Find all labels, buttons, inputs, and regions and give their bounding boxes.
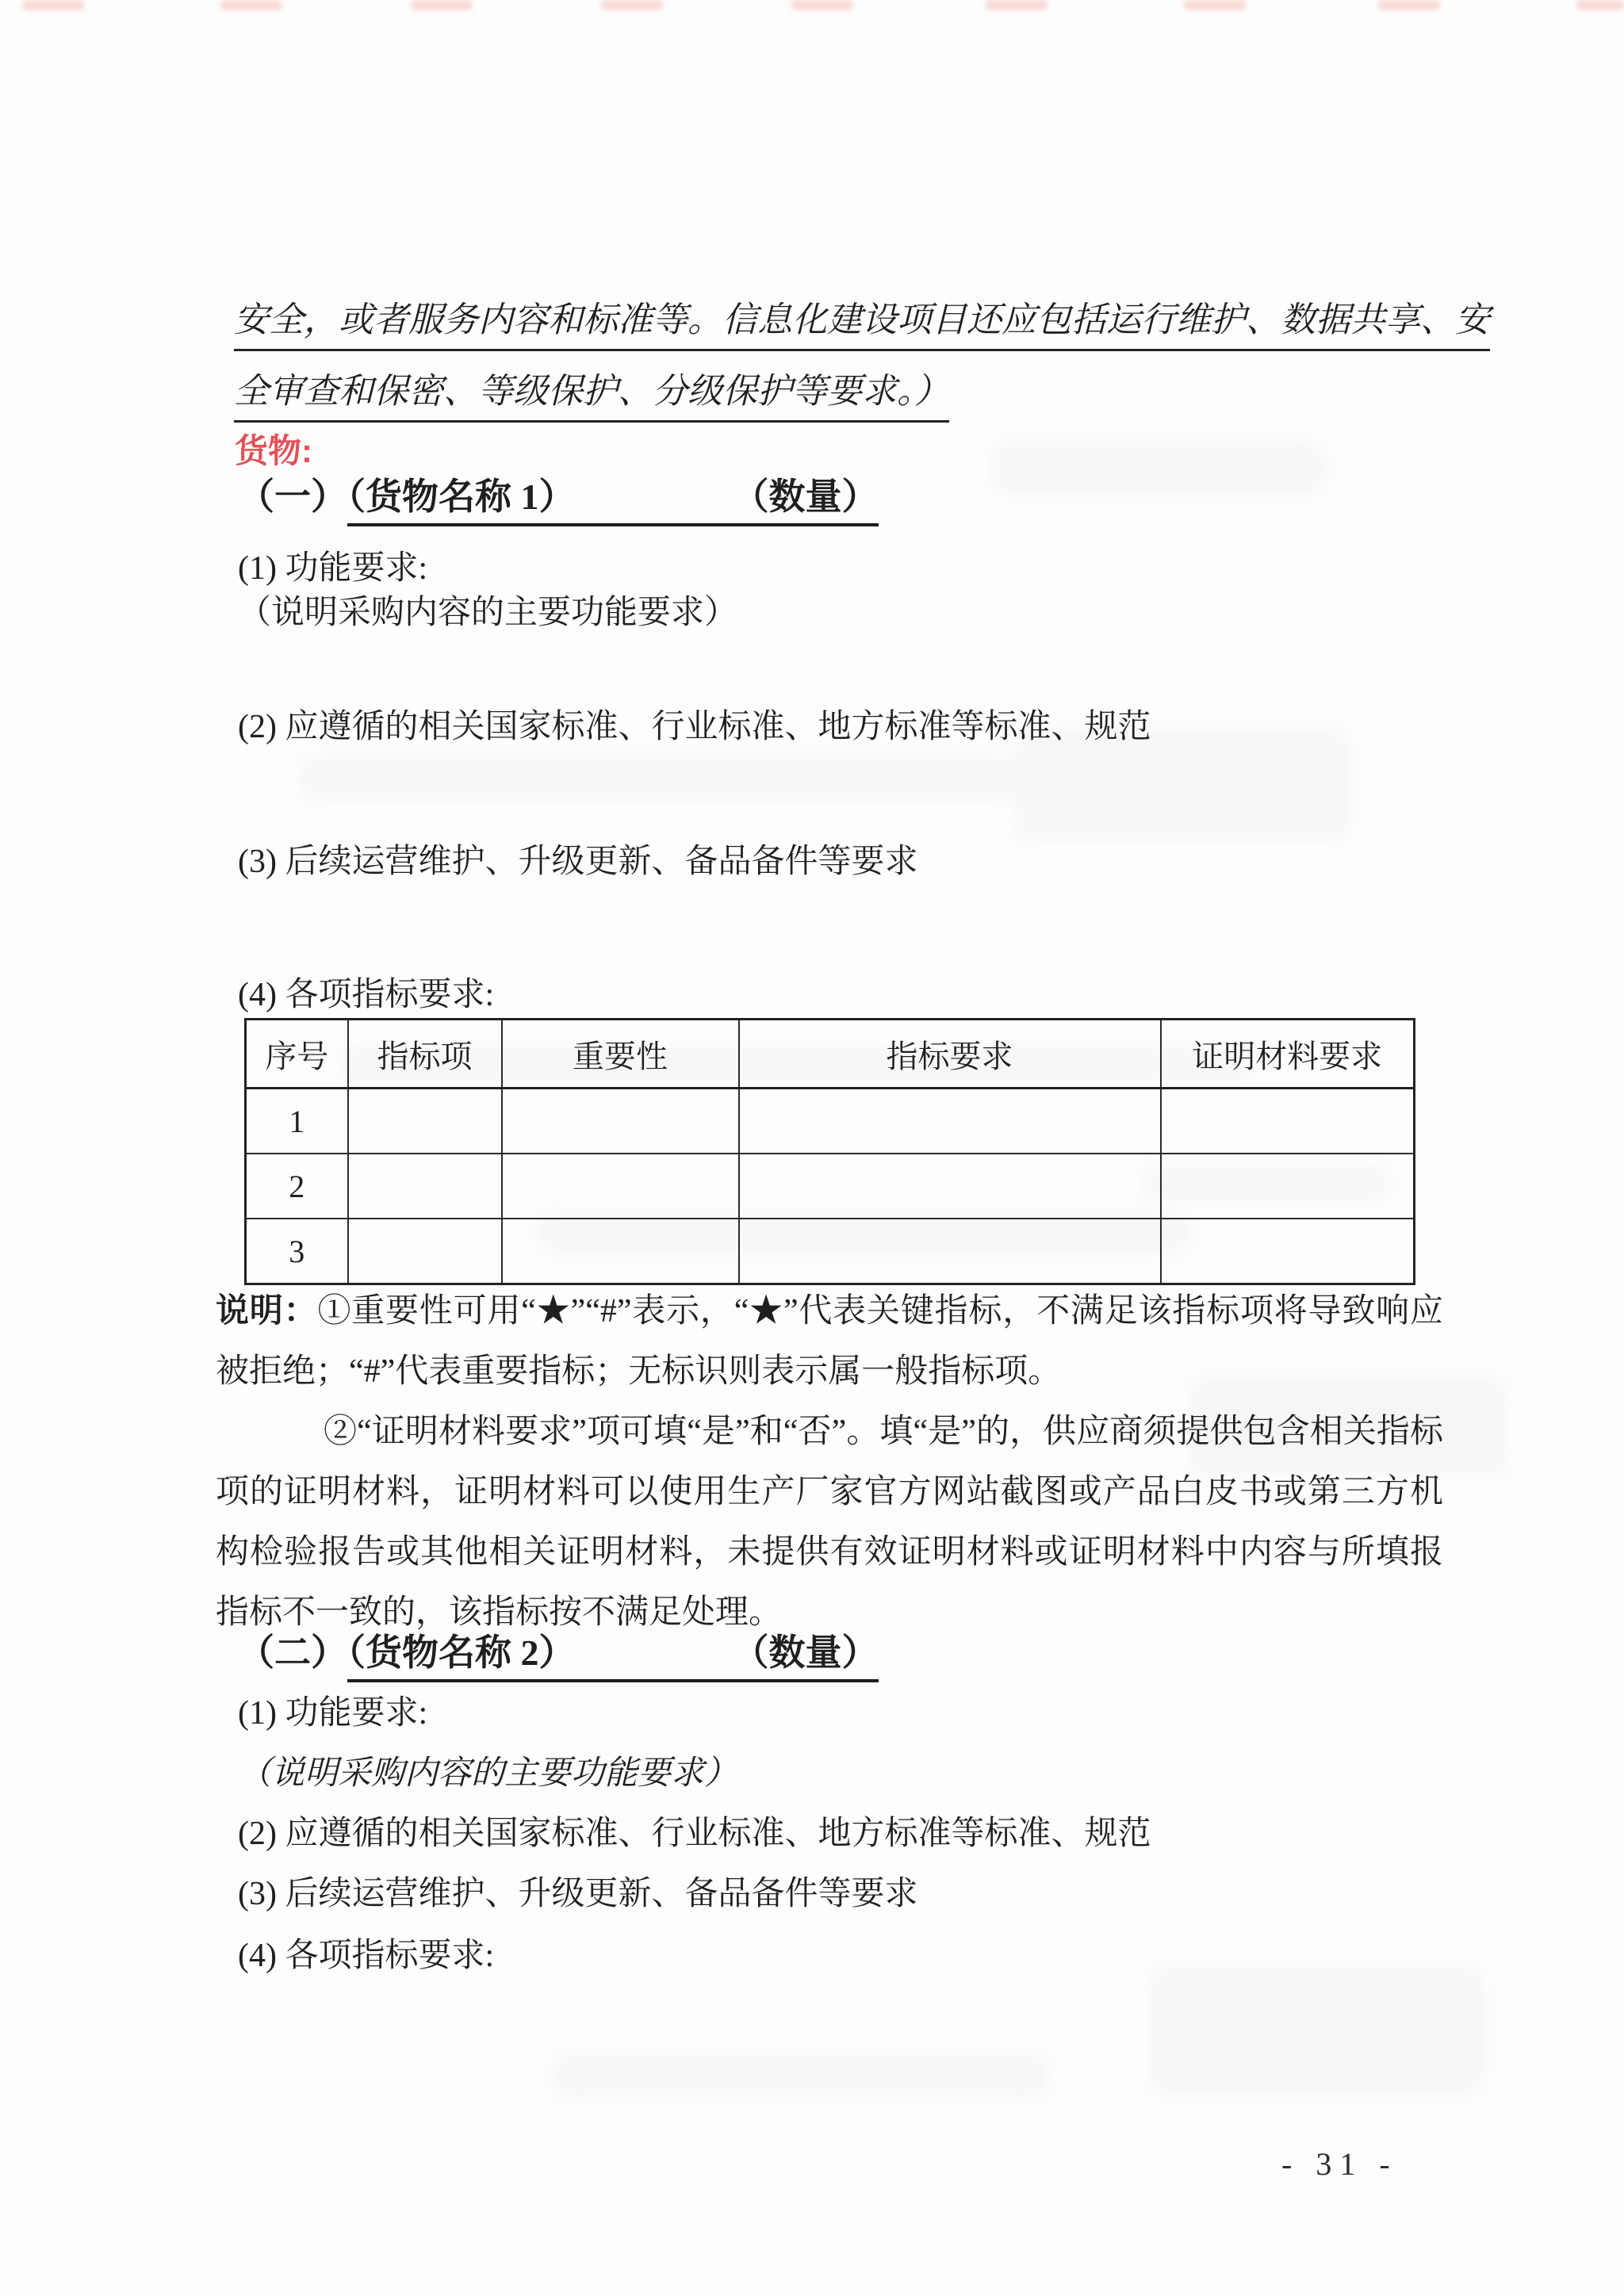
section1-heading	[238, 476, 879, 517]
scan-bleed-artifact	[991, 444, 1324, 492]
col-header-indicator: 指标项	[348, 1020, 502, 1089]
section1-quantity-placeholder: （数量）	[732, 476, 879, 517]
scan-mark	[601, 0, 663, 10]
section1-item-function: (1) 功能要求:	[238, 550, 428, 587]
row-number-cell: 3	[246, 1219, 348, 1284]
scan-mark	[220, 0, 282, 10]
scan-mark	[1184, 0, 1246, 10]
page-number: - 31 -	[1281, 2146, 1398, 2182]
empty-cell	[502, 1089, 739, 1154]
scan-mark	[1576, 0, 1624, 10]
section2-item-standards: (2) 应遵循的相关国家标准、行业标准、地方标准等标准、规范	[238, 1816, 1151, 1852]
empty-cell	[1161, 1089, 1415, 1154]
col-header-importance: 重要性	[502, 1020, 739, 1089]
empty-cell	[1161, 1219, 1415, 1284]
scan-bleed-artifact	[1015, 729, 1348, 840]
section2-function-hint: （说明采购内容的主要功能要求）	[238, 1755, 738, 1792]
intro-text: 全审查和保密、等级保护、分级保护等要求。）	[234, 372, 949, 423]
note-1-text: ①重要性可用“★”“#”表示，“★”代表关键指标，不满足该指标项将导致响应被拒绝；“#”代表重要指标；无标识则表示属一般指标项。	[216, 1293, 1443, 1390]
scan-bleed-artifact	[301, 757, 1015, 801]
section2-item-function: (1) 功能要求:	[238, 1695, 428, 1732]
section2-number: （二）	[238, 1632, 347, 1673]
indicator-table	[244, 1018, 1415, 1285]
empty-cell	[348, 1154, 502, 1219]
empty-cell	[739, 1219, 1161, 1284]
section2-heading	[238, 1632, 879, 1673]
section2-item-indicators: (4) 各项指标要求:	[238, 1938, 495, 1974]
table-notes	[216, 1281, 1443, 1643]
empty-cell	[348, 1089, 502, 1154]
row-number-cell: 2	[246, 1154, 348, 1219]
scan-bleed-artifact	[555, 2053, 1047, 2097]
note-paragraph-1	[216, 1281, 1443, 1402]
section1-item-maintenance: (3) 后续运营维护、升级更新、备品备件等要求	[238, 844, 918, 880]
scan-mark	[1378, 0, 1440, 10]
section1-goods-name-placeholder: （货物名称 1）	[347, 476, 576, 517]
intro-paragraph-line-1	[234, 300, 1490, 339]
table-row	[246, 1154, 1415, 1219]
empty-cell	[502, 1154, 739, 1219]
section1-item-standards: (2) 应遵循的相关国家标准、行业标准、地方标准等标准、规范	[238, 709, 1151, 745]
section1-function-hint: （说明采购内容的主要功能要求）	[238, 595, 738, 631]
empty-cell	[739, 1089, 1161, 1154]
empty-cell	[1161, 1154, 1415, 1219]
table-row	[246, 1219, 1415, 1284]
intro-text: 安全，或者服务内容和标准等。信息化建设项目还应包括运行维护、数据共享、安	[234, 300, 1490, 351]
notes-label: 说明：	[216, 1293, 318, 1330]
table-header-row	[246, 1020, 1415, 1089]
section2-quantity-placeholder: （数量）	[732, 1632, 879, 1673]
scan-mark	[22, 0, 84, 10]
table-row	[246, 1089, 1415, 1154]
scan-mark	[411, 0, 473, 10]
empty-cell	[502, 1219, 739, 1284]
goods-category-label: 货物:	[235, 432, 312, 469]
empty-cell	[348, 1219, 502, 1284]
scan-bleed-artifact	[1150, 1966, 1483, 2093]
section2-item-maintenance: (3) 后续运营维护、升级更新、备品备件等要求	[238, 1876, 918, 1912]
col-header-requirement: 指标要求	[739, 1020, 1161, 1089]
scan-mark	[986, 0, 1048, 10]
scan-mark	[791, 0, 853, 10]
section2-goods-name-placeholder: （货物名称 2）	[347, 1632, 576, 1673]
col-header-proof: 证明材料要求	[1161, 1020, 1415, 1089]
note-paragraph-2: ②“证明材料要求”项可填“是”和“否”。填“是”的，供应商须提供包含相关指标项的证明材料，证明材料可以使用生产厂家官方网站截图或产品白皮书或第三方机构检验报告或其他相关证明材料，未提供有效证明材料或证明材料中内容与所填报指标不一致的，该指标按不满足处理。	[216, 1414, 1443, 1631]
section1-number: （一）	[238, 476, 347, 517]
col-header-seq: 序号	[246, 1020, 348, 1089]
section1-item-indicators: (4) 各项指标要求:	[238, 977, 495, 1013]
row-number-cell: 1	[246, 1089, 348, 1154]
empty-cell	[739, 1154, 1161, 1219]
intro-paragraph-line-2	[234, 374, 949, 409]
